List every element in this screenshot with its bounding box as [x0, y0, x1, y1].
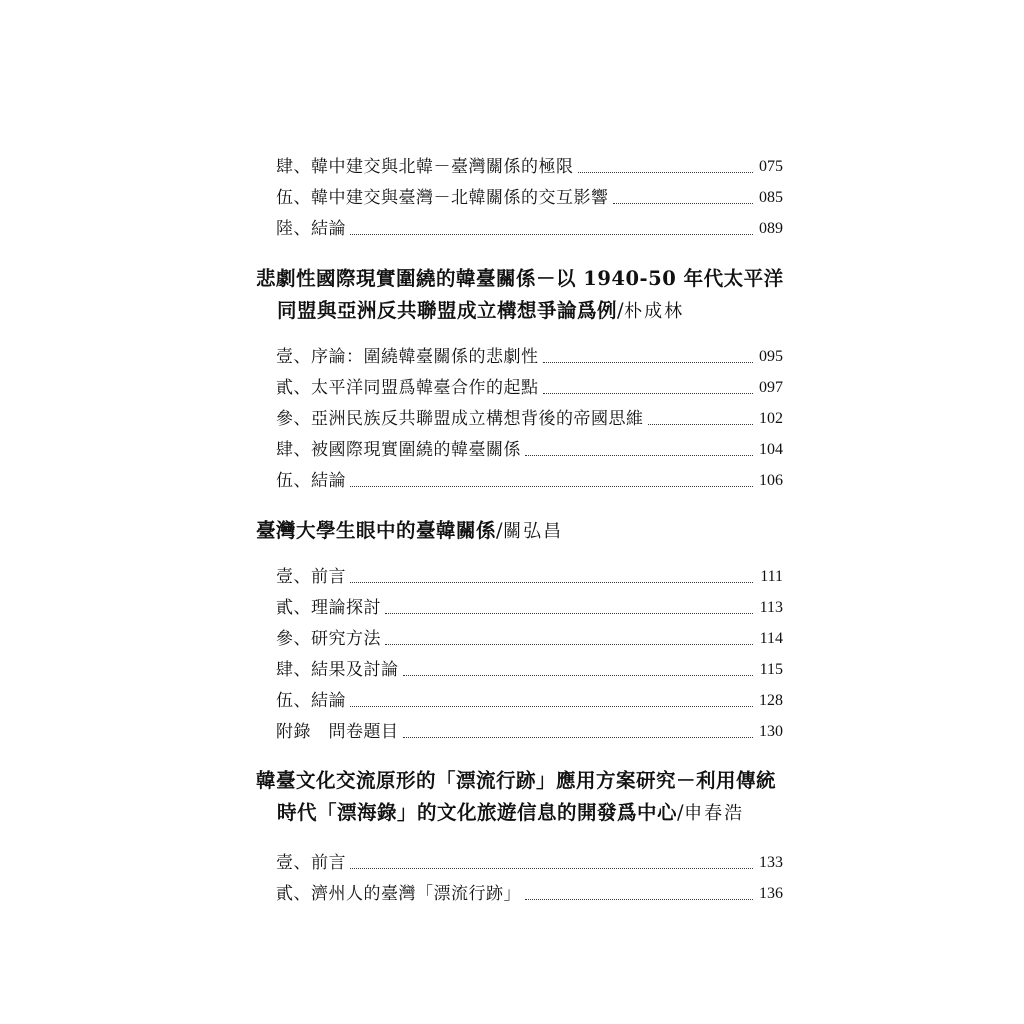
- toc-entry[interactable]: [276, 877, 783, 905]
- toc-entry-label: 肆、結果及討論: [276, 660, 399, 680]
- toc-entry-label: 伍、結論: [276, 471, 346, 491]
- dot-leader: [578, 172, 754, 173]
- toc-entry-page-number: 111: [760, 568, 783, 585]
- toc-entry-label: 壹、序論：圍繞韓臺關係的悲劇性: [276, 347, 539, 367]
- toc-entry-label: 貳、太平洋同盟爲韓臺合作的起點: [276, 378, 539, 398]
- toc-entry-page-number: 113: [759, 599, 783, 616]
- author-separator: /: [677, 801, 685, 824]
- toc-entry-page-number: 136: [759, 885, 783, 902]
- toc-entry-label: 伍、結論: [276, 691, 346, 711]
- article-title-continued[interactable]: [277, 800, 744, 827]
- toc-entry[interactable]: [276, 402, 783, 430]
- article-author: 關弘昌: [503, 521, 564, 542]
- toc-entry[interactable]: [276, 560, 783, 588]
- toc-entry-page-number: 095: [759, 348, 783, 365]
- toc-entry[interactable]: [276, 371, 783, 399]
- toc-entry-page-number: 089: [759, 220, 783, 237]
- toc-entry-label: 壹、前言: [276, 853, 346, 873]
- article-title[interactable]: [256, 518, 563, 545]
- dot-leader: [350, 486, 753, 487]
- dot-leader: [648, 424, 754, 425]
- author-separator: /: [617, 299, 625, 322]
- toc-entry-page-number: 133: [759, 854, 783, 871]
- toc-entry[interactable]: [276, 433, 783, 461]
- toc-entry[interactable]: [276, 653, 783, 681]
- dot-leader: [525, 455, 753, 456]
- article-title[interactable]: [256, 266, 784, 292]
- article-author: 朴成林: [624, 301, 685, 322]
- dot-leader: [403, 737, 754, 738]
- article-title-line: 韓臺文化交流原形的「漂流行跡」應用方案研究－利用傳統: [256, 769, 777, 792]
- toc-entry-label: 伍、韓中建交與臺灣－北韓關係的交互影響: [276, 188, 609, 208]
- toc-entry-label: 陸、結論: [276, 219, 346, 239]
- toc-entry[interactable]: [276, 464, 783, 492]
- toc-entry-label: 貳、理論探討: [276, 598, 381, 618]
- toc-entry-label: 壹、前言: [276, 567, 346, 587]
- article-title-line: 臺灣大學生眼中的臺韓關係: [256, 519, 497, 542]
- article-title[interactable]: [256, 768, 776, 794]
- article-author: 申春浩: [684, 803, 745, 824]
- dot-leader: [350, 868, 753, 869]
- article-title-continued[interactable]: [277, 298, 684, 325]
- toc-entry-page-number: 115: [759, 661, 783, 678]
- toc-entry-page-number: 104: [759, 441, 783, 458]
- toc-entry[interactable]: [276, 591, 783, 619]
- toc-entry-page-number: 075: [759, 158, 783, 175]
- author-separator: /: [496, 519, 504, 542]
- dot-leader: [543, 393, 754, 394]
- toc-entry-page-number: 097: [759, 379, 783, 396]
- dot-leader: [385, 613, 753, 614]
- toc-entry-page-number: 102: [759, 410, 783, 427]
- dot-leader: [525, 899, 753, 900]
- article-title-line: 時代「漂海錄」的文化旅遊信息的開發爲中心: [277, 801, 678, 824]
- toc-entry[interactable]: [276, 212, 783, 240]
- toc-entry[interactable]: [276, 684, 783, 712]
- toc-entry[interactable]: [276, 150, 783, 178]
- article-title-line: 同盟與亞洲反共聯盟成立構想爭論爲例: [277, 299, 618, 322]
- dot-leader: [350, 234, 753, 235]
- toc-entry-page-number: 085: [759, 189, 783, 206]
- toc-entry[interactable]: [276, 340, 783, 368]
- toc-entry[interactable]: [276, 846, 783, 874]
- dot-leader: [403, 675, 754, 676]
- toc-entry-label: 貳、濟州人的臺灣「漂流行跡」: [276, 884, 521, 904]
- dot-leader: [613, 203, 754, 204]
- dot-leader: [350, 582, 753, 583]
- dot-leader: [385, 644, 753, 645]
- dot-leader: [543, 362, 754, 363]
- toc-entry-page-number: 106: [759, 472, 783, 489]
- toc-entry-label: 肆、被國際現實圍繞的韓臺關係: [276, 440, 521, 460]
- toc-entry[interactable]: [276, 181, 783, 209]
- toc-entry-label: 肆、韓中建交與北韓－臺灣關係的極限: [276, 157, 574, 177]
- toc-entry[interactable]: [276, 715, 783, 743]
- toc-entry[interactable]: [276, 622, 783, 650]
- toc-entry-page-number: 114: [759, 630, 783, 647]
- toc-entry-page-number: 128: [759, 692, 783, 709]
- toc-entry-label: 附錄 問卷題目: [276, 722, 399, 742]
- toc-entry-label: 參、研究方法: [276, 629, 381, 649]
- dot-leader: [350, 706, 753, 707]
- article-title-line: 悲劇性國際現實圍繞的韓臺關係－以 1940-50 年代太平洋: [256, 267, 784, 290]
- toc-entry-page-number: 130: [759, 723, 783, 740]
- toc-entry-label: 參、亞洲民族反共聯盟成立構想背後的帝國思維: [276, 409, 644, 429]
